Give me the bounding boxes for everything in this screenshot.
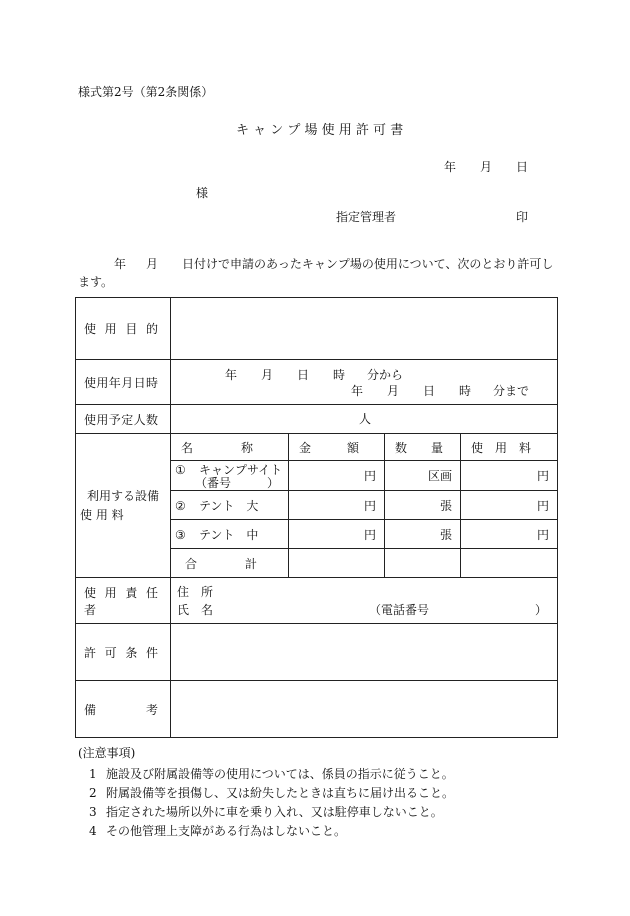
item-tent-medium-fee[interactable]: 円 xyxy=(461,520,558,549)
item-tent-medium-no: ③ xyxy=(175,528,186,542)
people-field[interactable] xyxy=(171,405,558,434)
people-row xyxy=(76,405,558,434)
datetime-row xyxy=(76,360,558,405)
intro-month: 月 xyxy=(146,257,159,271)
conditions-label: 許 可 条 件 xyxy=(76,624,171,681)
from-hour: 時 xyxy=(333,368,346,382)
fees-label-line1: 利用する設備 xyxy=(86,488,159,503)
intro-year: 年 xyxy=(114,257,127,271)
total-fee[interactable] xyxy=(461,549,558,578)
header-fee: 使 用 料 xyxy=(461,434,558,461)
item-campsite-quantity[interactable]: 区画 xyxy=(385,461,461,491)
total-quantity[interactable] xyxy=(385,549,461,578)
document-title: キ ャ ン プ 場 使 用 許 可 書 xyxy=(236,123,404,138)
total-amount[interactable] xyxy=(289,549,385,578)
remarks-row xyxy=(76,681,558,738)
conditions-row xyxy=(76,624,558,681)
permit-form-table xyxy=(75,297,558,738)
note-4-text: その他管理上支障がある行為はしないこと。 xyxy=(106,824,347,838)
people-label: 使用予定人数 xyxy=(76,405,171,434)
item-campsite-amount[interactable]: 円 xyxy=(289,461,385,491)
item-tent-medium-name xyxy=(171,520,289,549)
item-campsite-label: キャンプサイト xyxy=(199,463,283,477)
item-tent-medium-label: テント 中 xyxy=(199,528,259,542)
total-label: 合 計 xyxy=(171,549,289,578)
responsible-row xyxy=(76,578,558,624)
to-month: 月 xyxy=(387,384,400,398)
remarks-field[interactable] xyxy=(171,681,558,738)
item-campsite-number: （番号 ） xyxy=(195,476,280,490)
item-campsite-fee[interactable]: 円 xyxy=(461,461,558,491)
datetime-field[interactable] xyxy=(171,360,558,405)
to-day: 日 xyxy=(423,384,436,398)
date-year-label: 年 xyxy=(444,160,457,174)
note-1-text: 施設及び附属設備等の使用については、係員の指示に従うこと。 xyxy=(106,767,454,781)
fees-label-line2: 使 用 料 xyxy=(80,507,124,522)
note-2-text: 附属設備等を損傷し、又は紛失したときは直ちに届け出ること。 xyxy=(106,786,455,800)
form-number: 様式第2号（第2条関係） xyxy=(78,85,214,99)
from-month: 月 xyxy=(261,368,274,382)
item-tent-medium-quantity[interactable]: 張 xyxy=(385,520,461,549)
from-day: 日 xyxy=(297,368,310,382)
note-1-number: 1 xyxy=(89,767,97,781)
item-tent-large-no: ② xyxy=(175,499,186,513)
header-quantity: 数 量 xyxy=(385,434,461,461)
item-tent-large-label: テント 大 xyxy=(199,499,259,513)
to-hour: 時 xyxy=(459,384,472,398)
conditions-field[interactable] xyxy=(171,624,558,681)
note-3-number: 3 xyxy=(89,805,97,819)
item-tent-large-quantity[interactable]: 張 xyxy=(385,491,461,520)
to-minute: 分まで xyxy=(493,384,530,398)
seal-mark: 印 xyxy=(516,210,529,224)
purpose-field[interactable] xyxy=(171,298,558,360)
address-label: 住 所 xyxy=(177,585,214,599)
from-minute: 分から xyxy=(367,368,404,382)
date-month-label: 月 xyxy=(480,160,493,174)
item-campsite-name xyxy=(171,461,289,491)
item-tent-medium-amount[interactable]: 円 xyxy=(289,520,385,549)
responsible-field[interactable] xyxy=(171,578,558,624)
fees-label xyxy=(76,434,171,578)
item-tent-large-fee[interactable]: 円 xyxy=(461,491,558,520)
header-amount: 金 額 xyxy=(289,434,385,461)
notes-heading: (注意事項) xyxy=(78,746,136,760)
from-year: 年 xyxy=(225,368,238,382)
item-campsite-no: ① xyxy=(175,463,186,477)
item-tent-large-amount[interactable]: 円 xyxy=(289,491,385,520)
to-year: 年 xyxy=(351,384,364,398)
phone-label: （電話番号 xyxy=(369,603,430,617)
remarks-label: 備 考 xyxy=(76,681,171,738)
note-4-number: 4 xyxy=(89,824,97,838)
note-2-number: 2 xyxy=(89,786,97,800)
addressee-suffix: 様 xyxy=(196,186,209,200)
phone-close: ） xyxy=(535,603,548,617)
header-name: 名 称 xyxy=(171,434,289,461)
purpose-row xyxy=(76,298,558,360)
item-tent-large-name xyxy=(171,491,289,520)
name-label: 氏 名 xyxy=(177,603,214,617)
fee-header-row xyxy=(76,434,558,461)
date-day-label: 日 xyxy=(516,160,529,174)
issuer-label: 指定管理者 xyxy=(336,210,397,224)
responsible-label: 使 用 責 任 者 xyxy=(76,578,171,624)
people-unit: 人 xyxy=(359,412,372,426)
purpose-label: 使 用 目 的 xyxy=(76,298,171,360)
intro-text-continued: ます。 xyxy=(78,275,114,289)
intro-text: 日付けで申請のあったキャンプ場の使用について、次のとおり許可し xyxy=(182,257,554,271)
note-3-text: 指定された場所以外に車を乗り入れ、又は駐停車しないこと。 xyxy=(106,805,443,819)
datetime-label: 使用年月日時 xyxy=(76,360,171,405)
